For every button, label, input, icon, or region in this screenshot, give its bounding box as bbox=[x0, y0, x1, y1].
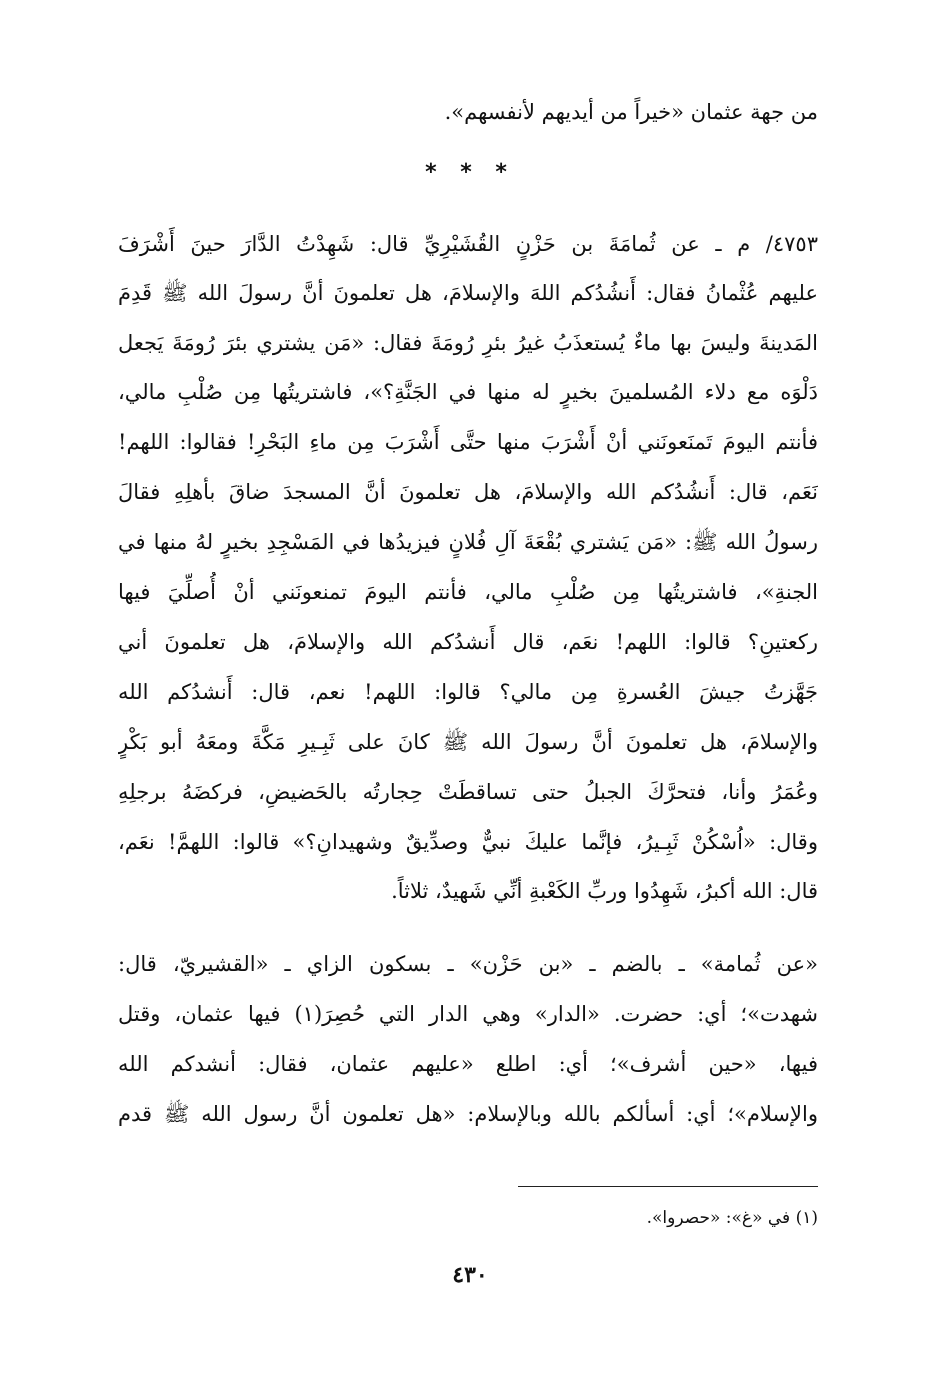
hadith-line: وقال: «اُسْكُنْ ثَبِـيرُ، فإنَّما عليكَ نبيٌّ وصدِّيقٌ وشهيدانِ؟» قالوا: اللهمَّ! نعَم، bbox=[118, 830, 818, 854]
hadith-line: عليهم عُثْمانُ فقال: أَنشُدُكم اللهَ والإسلامَ، هل تعلمونَ أنَّ رسولَ الله ﷺ قَدِمَ bbox=[118, 281, 818, 305]
hadith-line: الجنةِ»، فاشتريتُها مِن صُلْبِ مالي، فأنتم اليومَ تمنعونَني أنْ أُصلِّيَ فيها bbox=[118, 580, 818, 604]
hadith-line: رسولُ الله ﷺ: «مَن يَشتري بُقْعَةَ آلِ فُلانٍ فيزيدُها في المَسْجِدِ بخيرٍ لهُ منها في bbox=[118, 530, 818, 554]
footnote: (١) في «غ»: «حصروا». bbox=[646, 1208, 818, 1228]
hadith-line: وعُمَرُ وأنا، فتحرَّكَ الجبلُ حتى تساقطَتْ حِجارتُه بالحَضيضِ، فركضَهُ برجلِهِ bbox=[118, 780, 818, 804]
hadith-line: المَدينةَ وليسَ بها ماءٌ يُستعذَبُ غيرُ بئرِ رُومَةَ فقال: «مَن يشتري بئرَ رُومَةَ يَجعل bbox=[118, 331, 818, 355]
commentary-line: فيها، «حين أشرف»؛ أي: اطلع «عليهم عثمان، فقال: أنشدكم الله bbox=[118, 1052, 818, 1076]
commentary-line: والإسلام»؛ أي: أسألكم بالله وبالإسلام: «هل تعلمون أنَّ رسول الله ﷺ قدم bbox=[118, 1102, 818, 1126]
page-number: ٤٣٠ bbox=[452, 1262, 488, 1288]
commentary-line: شهدت»؛ أي: حضرت. «الدار» وهي الدار التي حُصِرَ(١) فيها عثمان، وقتل bbox=[118, 1002, 818, 1026]
hadith-line: قال: الله أكبرُ، شَهِدُوا وربِّ الكَعْبةِ أنِّي شَهيدٌ، ثلاثاً. bbox=[391, 879, 818, 903]
hadith-line: ٤٧٥٣/ م ـ عن ثُمامَةَ بن حَزْنٍ القُشَيْرِيِّ قال: شَهِدْتُ الدَّارَ حينَ أَشْرَفَ bbox=[118, 232, 818, 256]
footnote-divider bbox=[518, 1186, 818, 1187]
hadith-line: فأنتم اليومَ تَمنَعونَني أنْ أَشْرَبَ منها حتَّى أَشْرَبَ مِن ماءِ البَحْرِ! فقالوا: اللهم! bbox=[118, 430, 818, 454]
commentary-line: «عن ثُمامة» ـ بالضم ـ «بن حَزْن» ـ بسكون الزاي ـ «القشيريّ، قال: bbox=[118, 952, 818, 976]
hadith-line: دَلْوَه مع دلاء المُسلمينَ بخيرٍ له منها في الجَنَّةِ؟»، فاشتريتُها مِن صُلْبِ مالي، bbox=[118, 380, 818, 404]
hadith-line: نَعَم، قال: أَنشُدُكم الله والإسلامَ، هل تعلمونَ أنَّ المسجدَ ضاقَ بأهلِهِ فقالَ bbox=[118, 480, 818, 504]
section-separator: * * * bbox=[425, 160, 515, 185]
hadith-line: جَهَّزتُ جيشَ العُسرةِ مِن مالي؟ قالوا: اللهم! نعم، قال: أَنشدُكم الله bbox=[118, 680, 818, 704]
hadith-line: ركعتينِ؟ قالوا: اللهم! نعَم، قال أَنشدُكم الله والإسلامَ، هل تعلمونَ أني bbox=[118, 630, 818, 654]
intro-line: من جهة عثمان «خيراً من أيديهم لأنفسهم». bbox=[444, 100, 818, 124]
hadith-line: والإسلامَ، هل تعلمونَ أنَّ رسولَ الله ﷺ كانَ على ثَبِـيرِ مَكَّةَ ومعَهُ أبو بَكْرٍ bbox=[118, 730, 818, 754]
